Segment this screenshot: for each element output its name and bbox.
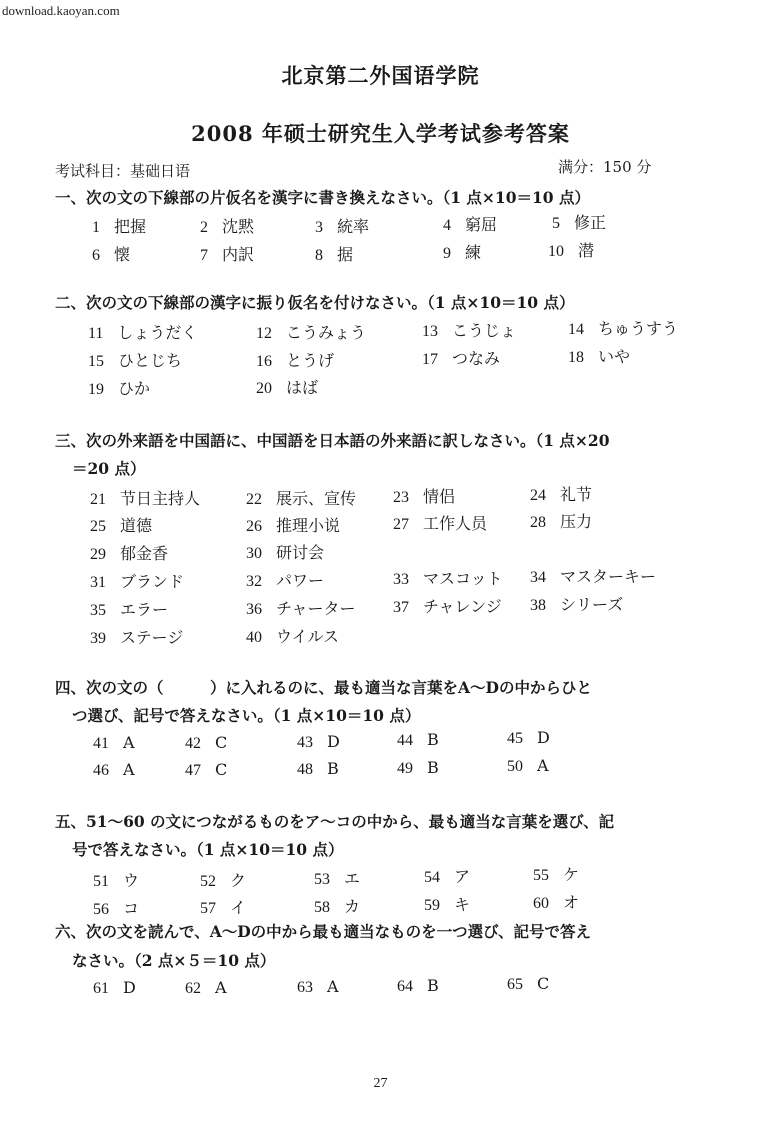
answer-item: 33 マスコット: [393, 569, 503, 588]
answer-item: 16 とうげ: [256, 351, 335, 370]
answer-item: 44 B: [397, 730, 439, 749]
answer-item: 65 C: [507, 974, 550, 993]
answer-item: 60 オ: [533, 893, 580, 912]
answer-item: 9 練: [443, 243, 482, 262]
section-1-heading: 一、次の文の下線部の片仮名を漢字に書き換えなさい。（1 点×10＝10 点）: [55, 188, 590, 207]
exam-title: 2008 年硕士研究生入学考试参考答案: [191, 121, 570, 146]
answer-item: 41 A: [93, 733, 135, 752]
section-3-heading: 三、次の外来語を中国語に、中国語を日本語の外来語に訳しなさい。（1 点×20: [55, 431, 610, 450]
section-6-heading: 六、次の文を読んで、A～Dの中から最も適当なものを一つ選び、記号で答え: [55, 922, 592, 941]
answer-item: 39 ステージ: [90, 628, 184, 647]
answer-item: 27 工作人员: [393, 514, 488, 533]
answer-item: 30 研讨会: [246, 543, 325, 562]
section-5-heading: 五、51～60 の文につながるものをア～コの中から、最も適当な言葉を選び、記: [55, 812, 615, 831]
answer-item: 47 C: [185, 760, 228, 779]
answer-item: 49 B: [397, 758, 439, 777]
answer-item: 57 イ: [200, 898, 247, 917]
answer-item: 12 こうみょう: [256, 323, 367, 342]
answer-item: 7 内訳: [200, 245, 255, 264]
answer-item: 56 コ: [93, 899, 140, 918]
answer-item: 50 A: [507, 756, 549, 775]
answer-item: 24 礼节: [530, 485, 593, 504]
answer-item: 10 潜: [548, 241, 595, 260]
answer-item: 38 シリーズ: [530, 595, 624, 614]
answer-item: 36 チャーター: [246, 599, 356, 618]
answer-item: 46 A: [93, 760, 135, 779]
answer-item: 11 しょうだく: [88, 323, 198, 342]
answer-item: 35 エラー: [90, 600, 169, 619]
answer-item: 18 いや: [568, 347, 631, 366]
answer-item: 15 ひとじち: [88, 351, 183, 370]
answer-item: 34 マスターキー: [530, 567, 657, 586]
answer-item: 31 ブランド: [90, 572, 185, 591]
answer-item: 3 統率: [315, 217, 370, 236]
answer-item: 29 郁金香: [90, 544, 169, 563]
answer-item: 63 A: [297, 977, 339, 996]
answer-item: 58 カ: [314, 897, 361, 916]
answer-item: 64 B: [397, 976, 439, 995]
answer-item: 13 こうじょ: [422, 321, 517, 340]
section-4-heading-continued: つ選び、記号で答えなさい。（1 点×10＝10 点）: [72, 706, 421, 725]
answer-item: 48 B: [297, 759, 339, 778]
exam-subject: 考试科目：基础日语: [55, 162, 191, 180]
section-4-heading: 四、次の文の（ ）に入れるのに、最も適当な言葉をA～Dの中からひと: [55, 678, 592, 697]
full-score: 满分：150 分: [558, 158, 652, 176]
answer-item: 21 节日主持人: [90, 489, 201, 508]
answer-item: 5 修正: [552, 213, 607, 232]
answer-item: 62 A: [185, 978, 227, 997]
answer-item: 26 推理小说: [246, 516, 341, 535]
answer-item: 20 はば: [256, 378, 319, 397]
answer-item: 1 把握: [92, 217, 147, 236]
answer-item: 51 ウ: [93, 871, 140, 890]
answer-item: 19 ひか: [88, 379, 151, 398]
answer-item: 2 沈黙: [200, 217, 255, 236]
answer-item: 54 ア: [424, 867, 471, 886]
answer-item: 32 パワー: [246, 571, 325, 590]
section-6-heading-continued: なさい。（2 点×５＝10 点）: [72, 951, 276, 970]
answer-item: 14 ちゅうすう: [568, 319, 679, 338]
answer-item: 53 エ: [314, 869, 361, 888]
answer-item: 37 チャレンジ: [393, 597, 502, 616]
answer-item: 6 懐: [92, 245, 131, 264]
answer-item: 42 C: [185, 733, 228, 752]
answer-item: 40 ウイルス: [246, 627, 340, 646]
watermark-url: download.kaoyan.com: [2, 3, 120, 18]
answer-item: 28 压力: [530, 512, 593, 531]
answer-item: 25 道德: [90, 516, 153, 535]
answer-item: 23 情侣: [393, 487, 456, 506]
section-5-heading-continued: 号で答えなさい。（1 点×10＝10 点）: [72, 840, 344, 859]
answer-item: 45 D: [507, 728, 550, 747]
answer-item: 52 ク: [200, 871, 247, 890]
section-3-heading-continued: ＝20 点）: [72, 459, 146, 478]
answer-item: 8 据: [315, 245, 354, 264]
answer-item: 59 キ: [424, 895, 471, 914]
answer-item: 17 つなみ: [422, 349, 501, 368]
section-2-heading: 二、次の文の下線部の漢字に振り仮名を付けなさい。（1 点×10＝10 点）: [55, 293, 575, 312]
answer-item: 55 ケ: [533, 865, 580, 884]
answer-item: 22 展示、宣传: [246, 489, 357, 508]
answer-item: 43 D: [297, 732, 340, 751]
answer-item: 4 窮屈: [443, 215, 498, 234]
page-number: 27: [373, 1076, 388, 1091]
school-title: 北京第二外国语学院: [281, 63, 480, 88]
answer-item: 61 D: [93, 978, 136, 997]
